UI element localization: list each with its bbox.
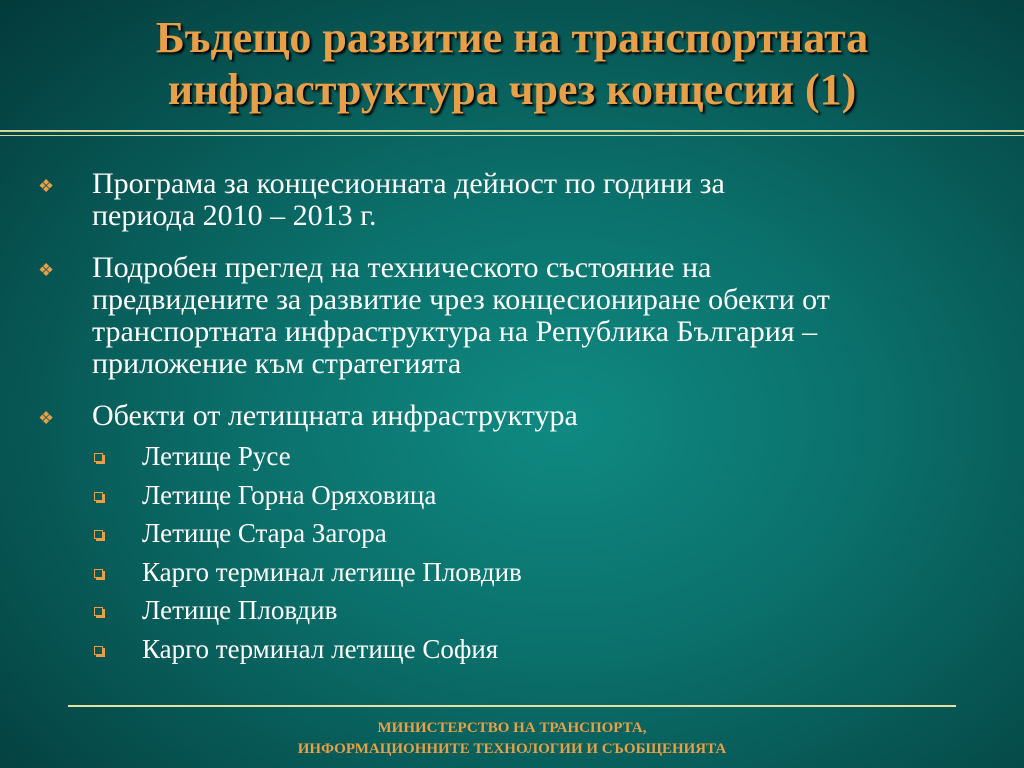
bullet-item-airports <box>38 400 998 432</box>
footer-ministry-name <box>0 718 1024 760</box>
bullet-item-review <box>38 252 998 380</box>
footer-line-2: ИНФОРМАЦИОННИТЕ ТЕХНОЛОГИИ И СЪОБЩЕНИЯТА <box>297 741 727 757</box>
title-divider <box>0 130 1024 136</box>
bullet-list <box>38 168 998 671</box>
sublist-item <box>38 633 998 665</box>
slide-title <box>0 12 1024 116</box>
sublist-item <box>38 517 998 549</box>
sublist-item <box>38 594 998 626</box>
square-bullet-icon <box>94 530 103 539</box>
airport-sublist <box>38 440 998 665</box>
sublist-item-label: Карго терминал летище София <box>142 633 499 664</box>
square-bullet-icon <box>94 569 103 578</box>
footer-line-1: МИНИСТЕРСТВО НА ТРАНСПОРТА, <box>377 720 647 736</box>
diamond-bullet-icon: ❖ <box>38 408 55 428</box>
square-bullet-icon <box>94 646 103 655</box>
footer-divider <box>68 705 956 707</box>
bullet-text-line: приложение към стратегията <box>92 347 462 380</box>
sublist-item-label: Летище Горна Оряховица <box>142 479 437 510</box>
bullet-text-line: Обекти от летищната инфраструктура <box>92 399 578 432</box>
bullet-text-line: Подробен преглед на техническото състояние на <box>92 251 712 284</box>
diamond-bullet-icon: ❖ <box>38 176 55 196</box>
square-bullet-icon <box>94 492 103 501</box>
square-bullet-icon <box>94 453 103 462</box>
slide-title-line-1: Бъдещо развитие на транспортната <box>155 13 869 62</box>
sublist-item-label: Летище Русе <box>142 441 291 471</box>
sublist-item-label: Карго терминал летище Пловдив <box>142 556 522 587</box>
bullet-text-line: предвидените за развитие чрез концесиониране обекти от <box>92 283 830 316</box>
bullet-text-line: периода 2010 – 2013 г. <box>92 199 377 232</box>
sublist-item-label: Летище Пловдив <box>142 595 338 625</box>
slide-title-line-2: инфраструктура чрез концесии (1) <box>167 65 857 114</box>
sublist-item <box>38 556 998 588</box>
sublist-item <box>38 479 998 511</box>
square-bullet-icon <box>94 607 103 616</box>
sublist-item <box>38 440 998 472</box>
bullet-text-line: Програма за концесионната дейност по години за <box>92 167 725 200</box>
bullet-item-program <box>38 168 998 232</box>
diamond-bullet-icon: ❖ <box>38 260 55 280</box>
sublist-item-label: Летище Стара Загора <box>142 518 387 548</box>
bullet-text-line: транспортната инфраструктура на Република България – <box>92 315 818 348</box>
